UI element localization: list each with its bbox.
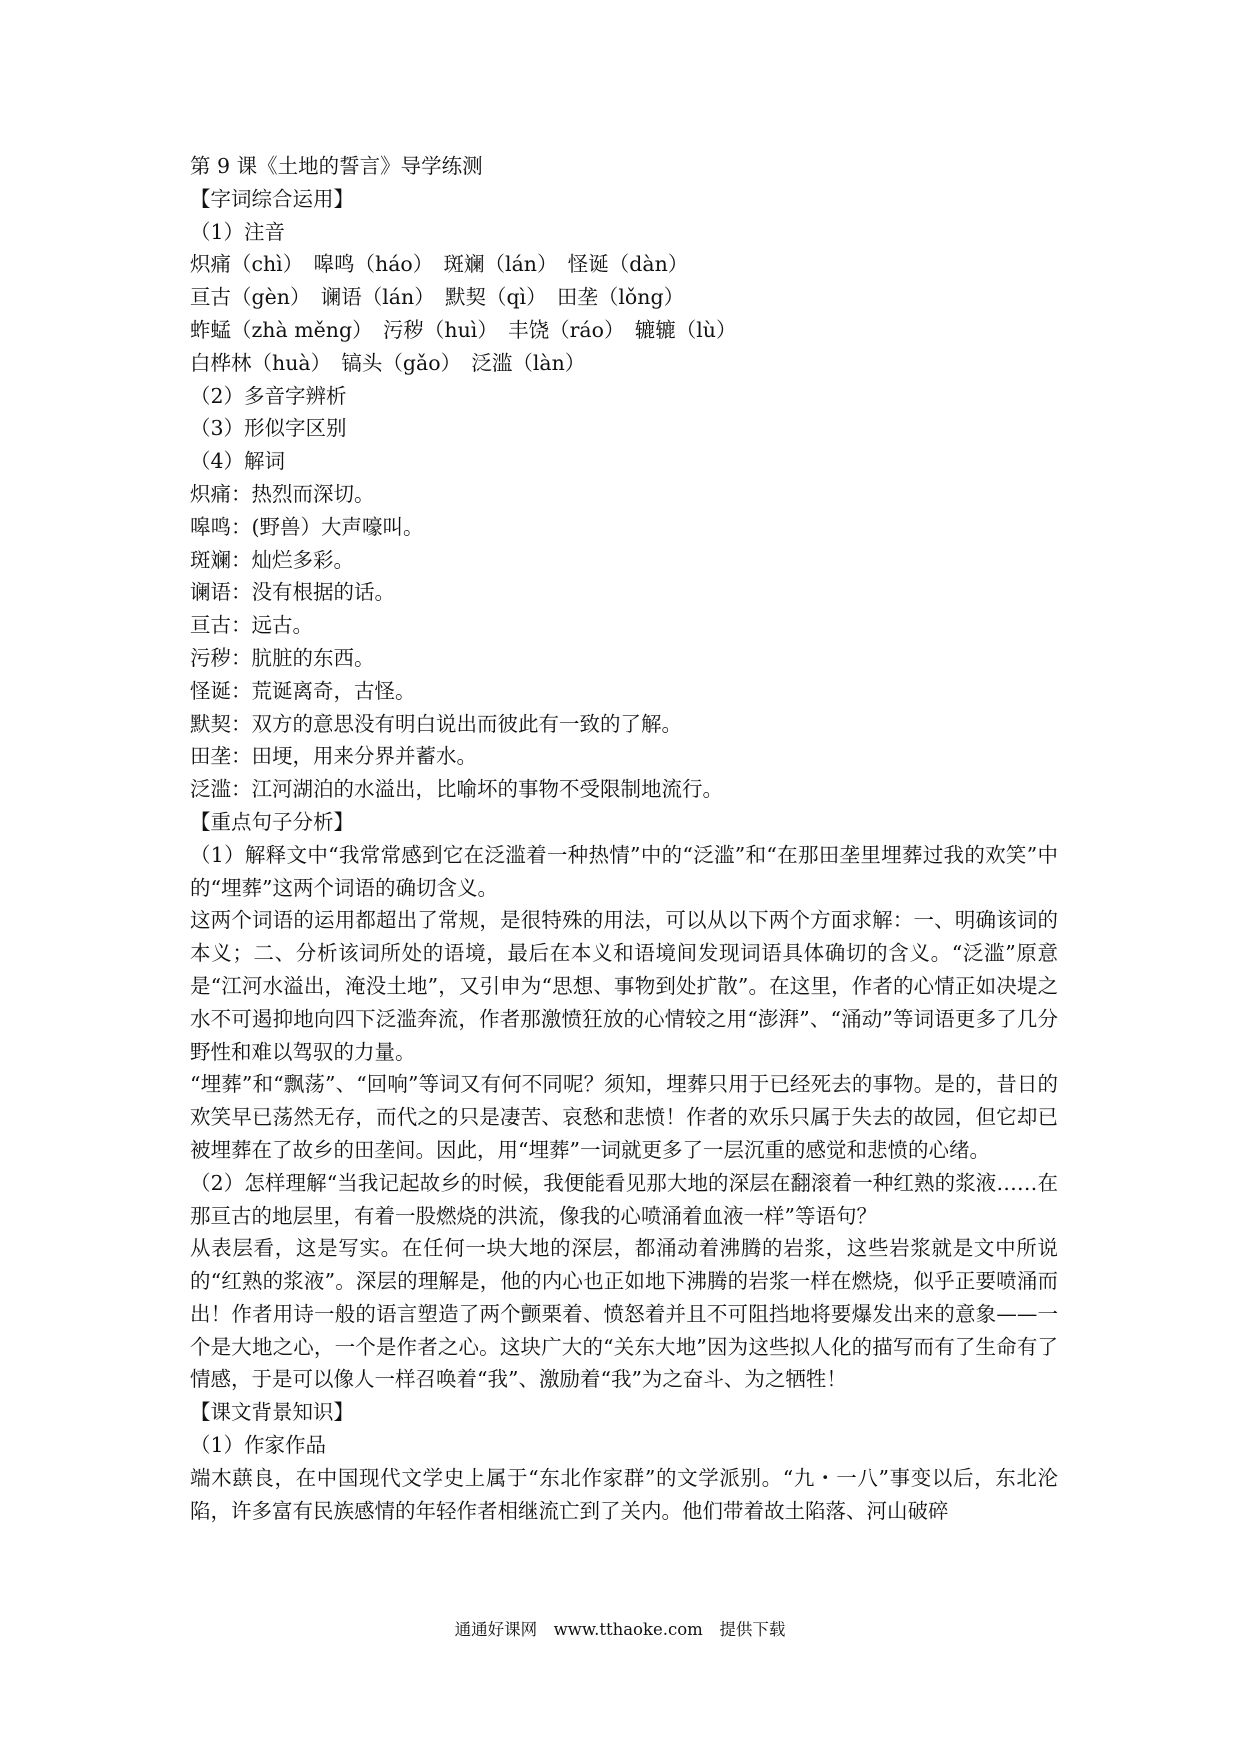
definition-item: 泛滥：江河湖泊的水溢出，比喻坏的事物不受限制地流行。	[190, 777, 723, 802]
subheading-pronunciation: （1）注音	[190, 219, 286, 244]
pinyin-line: 白桦林（huà） 镐头（gǎo） 泛滥（làn）	[190, 350, 586, 375]
section-heading-vocabulary: 【字词综合运用】	[190, 186, 354, 211]
document-body	[190, 150, 1058, 1527]
question-1: （1）解释文中“我常常感到它在泛滥着一种热情”中的“泛滥”和“在那田垄里埋葬过我的欢笑”中的“埋葬”这两个词语的确切含义。	[190, 842, 1058, 900]
page-footer: 通通好课网 www.tthaoke.com 提供下载	[454, 1620, 786, 1639]
pinyin-line: 亘古（gèn） 谰语（lán） 默契（qì） 田垄（lǒng）	[190, 285, 685, 310]
subheading-similar-characters: （3）形似字区别	[190, 416, 347, 441]
page-title: 第 9 课《土地的誓言》导学练测	[190, 154, 483, 178]
definition-item: 默契：双方的意思没有明白说出而彼此有一致的了解。	[190, 711, 682, 736]
subheading-author-works: （1）作家作品	[190, 1433, 327, 1458]
background-paragraph: 端木蕻良，在中国现代文学史上属于“东北作家群”的文学派别。“九・一八”事变以后，东北沦陷，许多富有民族感情的年轻作者相继流亡到了关内。他们带着故土陷落、河山破碎	[190, 1465, 1058, 1523]
answer-2: 从表层看，这是写实。在任何一块大地的深层，都涌动着沸腾的岩浆，这些岩浆就是文中所说的“红熟的浆液”。深层的理解是，他的内心也正如地下沸腾的岩浆一样在燃烧，似乎正要喷涌而出！作者用诗一般的语言塑造了两个颤栗着、愤怒着并且不可阻挡地将要爆发出来的意象——一个是大地之心，一个是作者之心。这块广大的“关东大地”因为这些拟人化的描写而有了生命有了情感，于是可以像人一样召唤着“我”、激励着“我”为之奋斗、为之牺牲！	[190, 1236, 1058, 1392]
pinyin-line: 蚱蜢（zhà měng） 污秽（huì） 丰饶（ráo） 辘辘（lù）	[190, 317, 737, 342]
answer-1-paragraph-1: 这两个词语的运用都超出了常规，是很特殊的用法，可以从以下两个方面求解：一、明确该词的本义；二、分析该词所处的语境，最后在本义和语境间发现词语具体确切的含义。“泛滥”原意是“江河水溢出，淹没土地”，又引申为“思想、事物到处扩散”。在这里，作者的心情正如决堤之水不可遏抑地向四下泛滥奔流，作者那激愤狂放的心情较之用“澎湃”、“涌动”等词语更多了几分野性和难以驾驭的力量。	[190, 908, 1058, 1064]
section-heading-background: 【课文背景知识】	[190, 1400, 354, 1425]
subheading-definitions: （4）解词	[190, 449, 286, 474]
question-2: （2）怎样理解“当我记起故乡的时候，我便能看见那大地的深层在翻滚着一种红熟的浆液……在那亘古的地层里，有着一股燃烧的洪流，像我的心喷涌着血液一样”等语句？	[190, 1170, 1058, 1228]
definition-item: 污秽：肮脏的东西。	[190, 645, 375, 670]
section-heading-key-sentences: 【重点句子分析】	[190, 809, 354, 834]
definition-item: 怪诞：荒诞离奇，古怪。	[190, 678, 416, 703]
subheading-polyphonic: （2）多音字辨析	[190, 383, 347, 408]
answer-1-paragraph-2: “埋葬”和“飘荡”、“回响”等词又有何不同呢？须知，埋葬只用于已经死去的事物。是的，昔日的欢笑早已荡然无存，而代之的只是凄苦、哀愁和悲愤！作者的欢乐只属于失去的故园，但它却已被埋葬在了故乡的田垄间。因此，用“埋葬”一词就更多了一层沉重的感觉和悲愤的心绪。	[190, 1072, 1058, 1162]
definition-item: 斑斓：灿烂多彩。	[190, 547, 354, 572]
pinyin-line: 炽痛（chì） 嗥鸣（háo） 斑斓（lán） 怪诞（dàn）	[190, 252, 689, 277]
definition-item: 田垄：田埂，用来分界并蓄水。	[190, 744, 477, 769]
definition-item: 嗥鸣：(野兽）大声嚎叫。	[190, 514, 424, 539]
definition-item: 谰语：没有根据的话。	[190, 580, 395, 605]
definition-item: 炽痛：热烈而深切。	[190, 481, 375, 506]
definition-item: 亘古：远古。	[190, 613, 313, 638]
